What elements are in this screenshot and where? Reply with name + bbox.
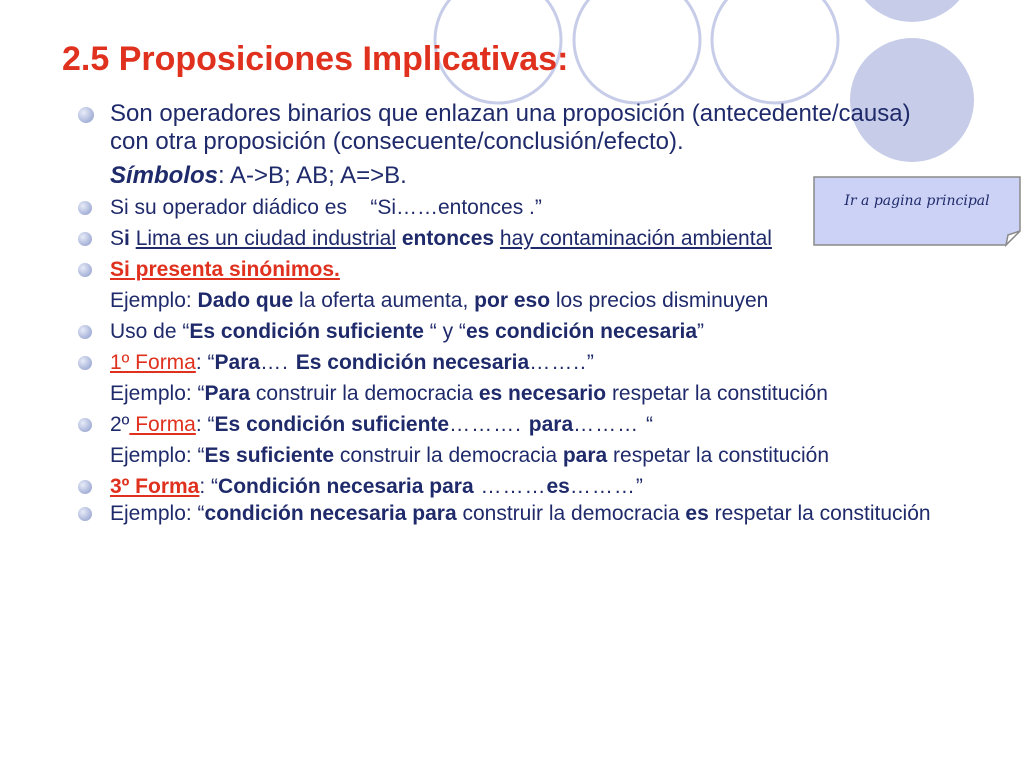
bullet-icon [78,507,92,521]
example-prefix: Ejemplo: [110,289,198,312]
synonyms-label: Si presenta sinónimos. [110,258,340,281]
bullet-icon [78,480,92,494]
form1-example [70,382,950,405]
form3-text: : “ [199,475,219,498]
example-text: respetar la constitución [607,444,830,467]
list-item-form2 [70,413,950,436]
example-bold: Dado que [197,289,294,312]
example-bold: por eso [474,289,551,312]
example-text: Ejemplo: “ [110,502,205,525]
form2-text: : “ [195,413,215,436]
uso-bold: Es condición suficiente [189,320,424,343]
example-bold: para [562,444,608,467]
list-item-form3-example [70,502,950,525]
bullet-icon [78,325,92,339]
form3-bold: es [546,475,570,498]
example-text: construir la democracia [250,382,479,405]
example-text: la oferta aumenta, [293,289,475,312]
lima-connector: entonces [401,227,495,250]
list-item-form3 [70,475,950,498]
uso-text: ” [697,320,705,343]
bullet-icon [78,201,92,215]
lima-antecedent: Lima es un ciudad industrial [135,227,397,250]
symbols-label: Símbolos [110,162,219,189]
example-bold: condición necesaria para [204,502,457,525]
list-item-lima-example [70,227,950,250]
uso-bold: es condición necesaria [465,320,698,343]
bullet-icon [78,107,94,123]
example-bold: es necesario [478,382,607,405]
bullet-icon [78,232,92,246]
example-bold: Es suficiente [204,444,335,467]
main-page-link-label[interactable]: Ir a pagina principal [844,193,990,209]
form3-text: ……… [473,475,547,498]
example-text: los precios disminuyen [550,289,769,312]
example-text: construir la democracia [456,502,686,525]
operator-quote: “Si……entonces .” [370,196,542,219]
form1-bold: Para [214,351,261,374]
form2-bold: para [528,413,574,436]
example-text: respetar la constitución [708,502,931,525]
bullet-icon [78,263,92,277]
form3-label: 3º Forma [110,475,200,498]
symbols-value: : A->B; AB; A=>B. [218,162,407,189]
list-item-intro [70,100,950,156]
list-item-uso [70,320,950,343]
form1-text: …. [260,351,296,374]
list-item-operator [70,196,950,219]
uso-text: Uso de “ [110,320,190,343]
bullet-icon [78,356,92,370]
example-text: Ejemplo: “ [110,444,205,467]
slide-title: 2.5 Proposiciones Implicativas: [62,40,569,78]
form2-text: ………. [449,413,529,436]
form2-example [70,444,950,467]
form2-label: Forma [129,413,196,436]
list-item-form1 [70,351,950,374]
example-text: construir la democracia [334,444,563,467]
form1-text: ……..” [529,351,595,374]
form1-bold: Es condición necesaria [295,351,530,374]
list-item-synonyms [70,258,950,281]
form1-label: 1º Forma [110,351,196,374]
slide-content [70,100,950,525]
example-text: respetar la constitución [606,382,828,405]
intro-text: Son operadores binarios que enlazan una proposición (antecedente/causa) con otra proposición (consecuente/conclusión/efecto). [110,100,911,155]
form1-text: : “ [195,351,215,374]
bullet-icon [78,418,92,432]
lima-consequent: hay contaminación ambiental [499,227,772,250]
lima-s: S [110,227,125,250]
example-bold: es [685,502,709,525]
lima-i: i [124,227,130,250]
form3-bold: Condición necesaria para [218,475,474,498]
uso-text: “ y “ [423,320,466,343]
form2-bold: Es condición suficiente [214,413,450,436]
form2-text: ……… “ [573,413,654,436]
example-text: Ejemplo: “ [110,382,205,405]
example-bold: Para [204,382,251,405]
synonyms-example [70,289,950,312]
form2-number: 2º [110,413,130,436]
form3-text: ………” [569,475,644,498]
operator-prefix: Si su operador diádico es [110,196,347,219]
list-item-symbols [70,162,950,190]
